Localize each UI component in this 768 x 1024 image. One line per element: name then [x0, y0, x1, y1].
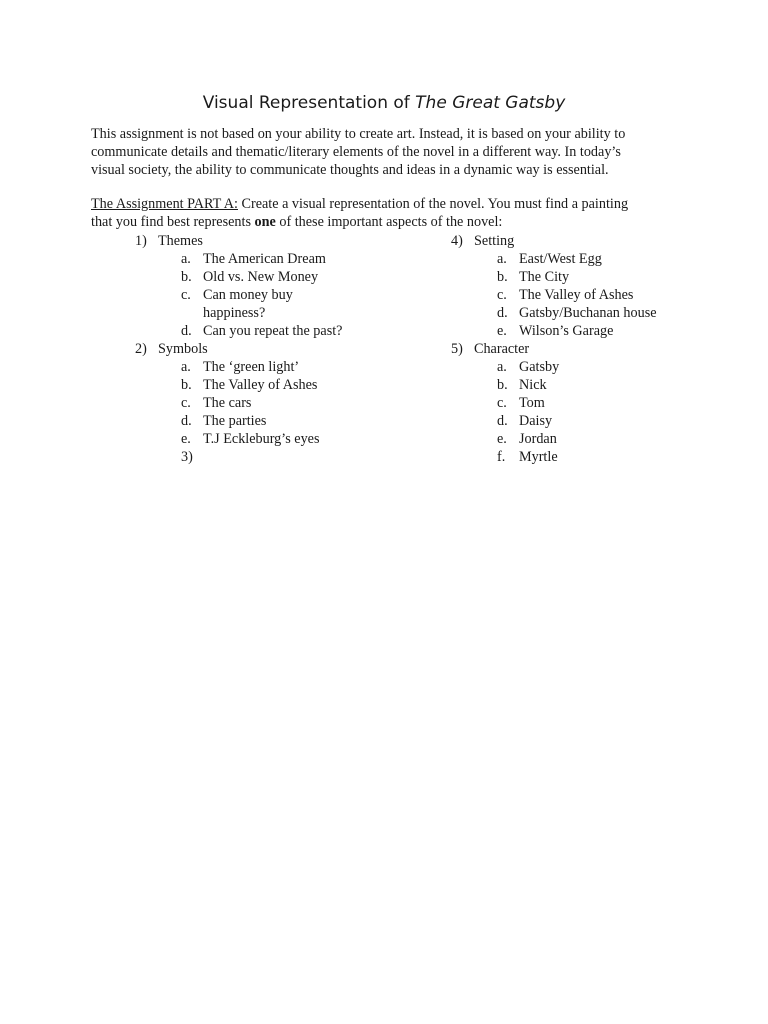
- item-text: Daisy: [519, 413, 553, 429]
- item-text: Myrtle: [519, 449, 558, 465]
- list-item: [451, 376, 751, 394]
- list-section-heading: [451, 232, 751, 250]
- list-item: [451, 430, 751, 448]
- item-text: Can money buy: [203, 287, 293, 303]
- item-letter: a.: [497, 359, 507, 375]
- list-item: [451, 358, 751, 376]
- section-label: Character: [474, 341, 530, 357]
- intro-line: communicate details and thematic/literary elements of the novel in a different way. In today’s: [91, 144, 621, 160]
- title-prefix: Visual Representation of: [202, 93, 416, 113]
- item-letter: e.: [497, 431, 507, 447]
- intro-line: This assignment is not based on your ability to create art. Instead, it is based on your ability to: [91, 126, 626, 142]
- list-item: [135, 304, 435, 322]
- list-section-heading: [135, 340, 435, 358]
- item-letter: d.: [497, 413, 508, 429]
- item-text: Wilson’s Garage: [519, 323, 614, 339]
- assignment-paragraph: [91, 195, 691, 231]
- item-text: Can you repeat the past?: [203, 323, 343, 339]
- right-column-list: [451, 232, 751, 466]
- list-item: [451, 412, 751, 430]
- assignment-line: [91, 213, 691, 231]
- item-letter: b.: [181, 377, 192, 393]
- assignment-text: Create a visual representation of the novel. You must find a painting: [237, 196, 629, 212]
- document-title: [0, 91, 768, 115]
- item-text: The cars: [203, 395, 252, 411]
- item-letter: d.: [497, 305, 508, 321]
- assignment-emphasis: one: [254, 214, 276, 230]
- list-item: [451, 322, 751, 340]
- section-label: Setting: [474, 233, 515, 249]
- list-section-heading: [135, 232, 435, 250]
- intro-line: visual society, the ability to communicate thoughts and ideas in a dynamic way is essential.: [91, 162, 609, 178]
- list-item: [135, 268, 435, 286]
- list-item: [451, 304, 751, 322]
- assignment-text: that you find best represents: [91, 214, 255, 230]
- list-item: [135, 412, 435, 430]
- assignment-line: [91, 195, 691, 213]
- section-number: 4): [451, 233, 463, 249]
- item-text: happiness?: [203, 305, 266, 321]
- item-text: The Valley of Ashes: [519, 287, 634, 303]
- list-item: [135, 448, 435, 466]
- section-number: 1): [135, 233, 147, 249]
- item-text: Old vs. New Money: [203, 269, 319, 285]
- item-letter: a.: [497, 251, 507, 267]
- item-text: Jordan: [519, 431, 557, 447]
- item-letter: b.: [181, 269, 192, 285]
- item-text: T.J Eckleburg’s eyes: [203, 431, 320, 447]
- list-item: [135, 286, 435, 304]
- item-text: Tom: [519, 395, 545, 411]
- list-section-heading: [451, 340, 751, 358]
- item-text: The Valley of Ashes: [203, 377, 318, 393]
- section-label: Symbols: [158, 341, 208, 357]
- item-letter: a.: [181, 251, 191, 267]
- item-letter: c.: [181, 287, 191, 303]
- item-letter: a.: [181, 359, 191, 375]
- section-label: Themes: [158, 233, 203, 249]
- list-item: [135, 394, 435, 412]
- list-item: [135, 322, 435, 340]
- item-letter: c.: [181, 395, 191, 411]
- item-text: Nick: [519, 377, 547, 393]
- left-column-list: [135, 232, 435, 466]
- title-book-name: The Great Gatsby: [415, 93, 566, 113]
- item-text: Gatsby: [519, 359, 560, 375]
- list-item: [135, 250, 435, 268]
- item-text: East/West Egg: [519, 251, 602, 267]
- item-text: Gatsby/Buchanan house: [519, 305, 657, 321]
- list-item: [451, 250, 751, 268]
- item-letter: f.: [497, 449, 506, 465]
- item-letter: c.: [497, 287, 507, 303]
- item-letter: d.: [181, 413, 192, 429]
- item-letter: b.: [497, 377, 508, 393]
- item-text: The City: [519, 269, 570, 285]
- item-text: The ‘green light’: [203, 359, 300, 375]
- list-item: [451, 448, 751, 466]
- list-item: [451, 394, 751, 412]
- list-item: [451, 268, 751, 286]
- section-number: 2): [135, 341, 147, 357]
- assignment-heading: The Assignment PART A:: [91, 196, 238, 212]
- item-letter: e.: [181, 431, 191, 447]
- item-letter: b.: [497, 269, 508, 285]
- item-text: The American Dream: [203, 251, 326, 267]
- list-item: [135, 430, 435, 448]
- item-text: The parties: [203, 413, 267, 429]
- item-letter: d.: [181, 323, 192, 339]
- list-item: [451, 286, 751, 304]
- item-letter: 3): [181, 449, 193, 465]
- item-letter: c.: [497, 395, 507, 411]
- list-item: [135, 358, 435, 376]
- intro-paragraph: [91, 125, 691, 179]
- list-item: [135, 376, 435, 394]
- assignment-text: of these important aspects of the novel:: [275, 214, 503, 230]
- item-letter: e.: [497, 323, 507, 339]
- section-number: 5): [451, 341, 463, 357]
